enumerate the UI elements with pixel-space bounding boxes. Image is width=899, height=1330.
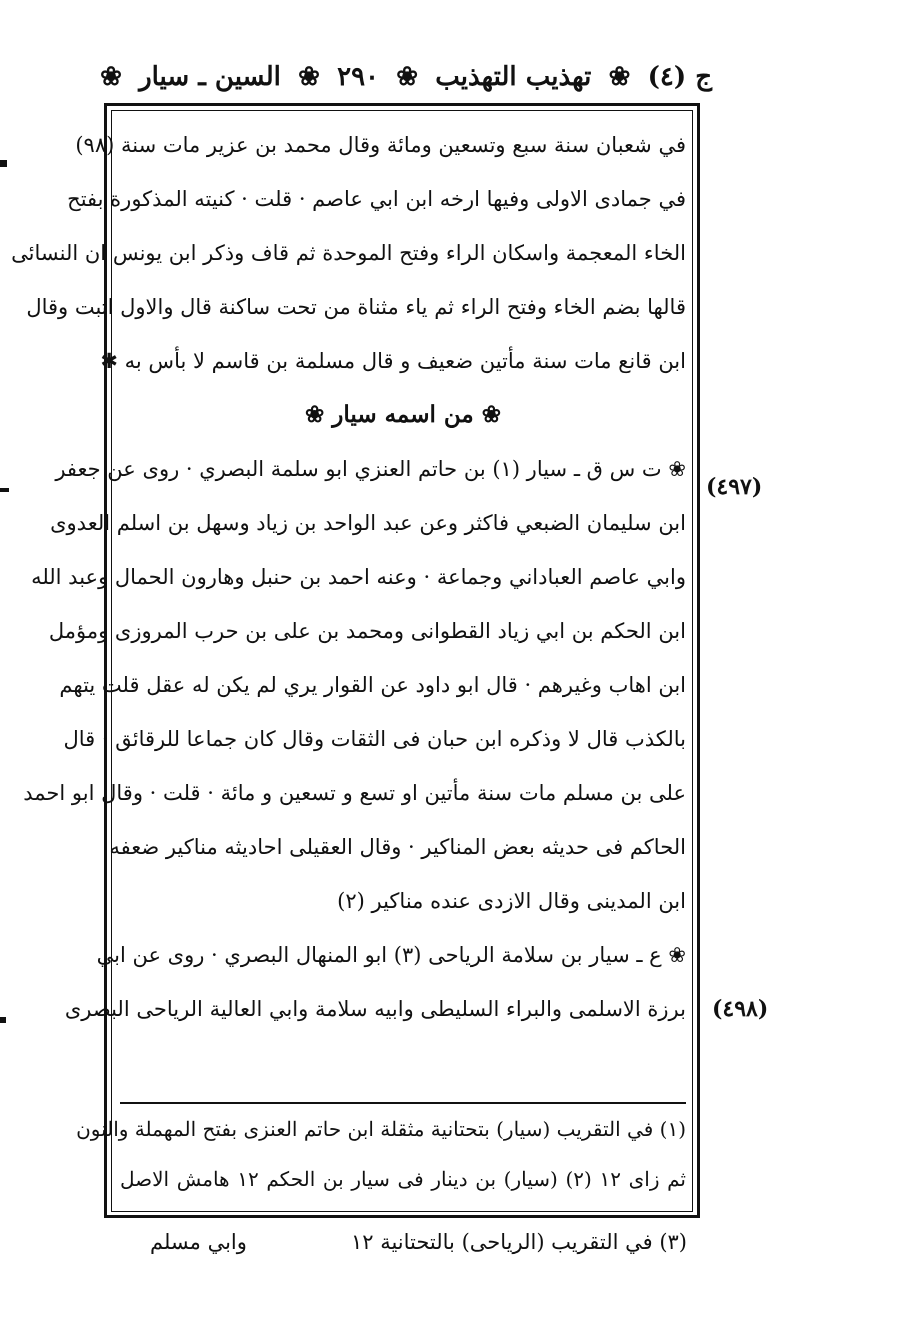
section-heading-text: من اسمه سيار [332, 401, 474, 428]
header-ornament-icon: ❀ [298, 62, 320, 92]
entry-ornament-icon: ❀ [661, 943, 686, 967]
entry-line [96, 928, 686, 982]
entry-line: بالكذب قال لا وذكره ابن حبان فى الثقات وقال كان جماعا للرقائق · قال [63, 727, 686, 751]
header-volume: ج (٤) [647, 62, 712, 92]
entry-line: على بن مسلم مات سنة مأتين او تسع و تسعين و مائة · قلت · وقال ابو احمد [23, 781, 686, 805]
header-ornament-icon: ❀ [100, 62, 122, 92]
section-heading [120, 388, 686, 442]
header-section: السين ـ سيار [139, 62, 281, 92]
catchword: وابي مسلم [150, 1230, 247, 1254]
entry-line: ابن الحكم بن ابي زياد القطوانى ومحمد بن على بن حرب المروزى ومؤمل [48, 619, 686, 643]
entry-line [55, 442, 686, 496]
header-book-title: تهذيب التهذيب [435, 62, 592, 92]
scan-mark [0, 160, 7, 167]
entry-line: برزة الاسلمى والبراء السليطى وابيه سلامة وابي العالية الرياحى البصرى [64, 997, 686, 1021]
text-line: في شعبان سنة سبع وتسعين ومائة وقال محمد بن عزير مات سنة (٩٨) [75, 133, 686, 157]
entry-line: ابن المدينى وقال الازدى عنده مناكير (٢) [337, 889, 686, 913]
text-line: قالها بضم الخاء وفتح الراء ثم ياء مثناة من تحت ساكنة قال والاول اثبت وقال [26, 295, 686, 319]
footnotes [76, 1102, 686, 1204]
scan-mark [0, 488, 9, 492]
entry-line: الحاكم فى حديثه بعض المناكير · وقال العقيلى احاديثه مناكير ضعفه [109, 835, 686, 859]
header-ornament-icon: ❀ [396, 62, 419, 92]
entry-number: (٤٩٨) [712, 996, 769, 1022]
footnote-line: (١) في التقريب (سيار) بتحتانية مثقلة ابن حاتم العنزى بفتح المهملة والنون [76, 1117, 686, 1141]
text-line-content: ابن قانع مات سنة مأتين ضعيف و قال مسلمة بن قاسم لا بأس به [124, 349, 686, 373]
entry-line: وابي عاصم العباداني وجماعة · وعنه احمد بن حنبل وهارون الحمال وعبد الله [31, 565, 686, 589]
text-line: في جمادى الاولى وفيها ارخه ابن ابي عاصم · قلت · كنيته المذكورة بفتح [67, 187, 686, 211]
footnote-line: ثم زاى ١٢ (٢) (سيار) بن دينار فى سيار بن الحكم ١٢ هامش الاصل [120, 1167, 686, 1191]
heading-ornament-icon: ❀ [304, 401, 325, 428]
main-text [11, 118, 686, 1036]
entry-line-content: ت س ق ـ سيار (١) بن حاتم العنزي ابو سلمة البصري · روى عن جعفر [55, 457, 662, 481]
running-header [100, 52, 712, 102]
end-ornament-icon: ✱ [100, 349, 118, 373]
header-page-number: ٢٩٠ [337, 62, 380, 92]
text-line: الخاء المعجمة واسكان الراء وفتح الموحدة ثم قاف وذكر ابن يونس ان النسائى [11, 241, 686, 265]
footnote-3: (٣) في التقريب (الرياحى) بالتحتانية ١٢ [350, 1230, 687, 1254]
entry-line: ابن اهاب وغيرهم · قال ابو داود عن القوار يري لم يكن له عقل قلت يتهم [59, 673, 686, 697]
text-line [100, 334, 686, 388]
header-ornament-icon: ❀ [608, 62, 631, 92]
entry-line-content: ع ـ سيار بن سلامة الرياحى (٣) ابو المنهال البصري · روى عن ابي [96, 943, 662, 967]
heading-ornament-icon: ❀ [481, 401, 502, 428]
entry-ornament-icon: ❀ [661, 457, 686, 481]
entry-line: ابن سليمان الضبعي فاكثر وعن عبد الواحد بن زياد وسهل بن اسلم العدوى [50, 511, 686, 535]
entry-number: (٤٩٧) [706, 474, 763, 500]
scan-mark [0, 1017, 6, 1023]
